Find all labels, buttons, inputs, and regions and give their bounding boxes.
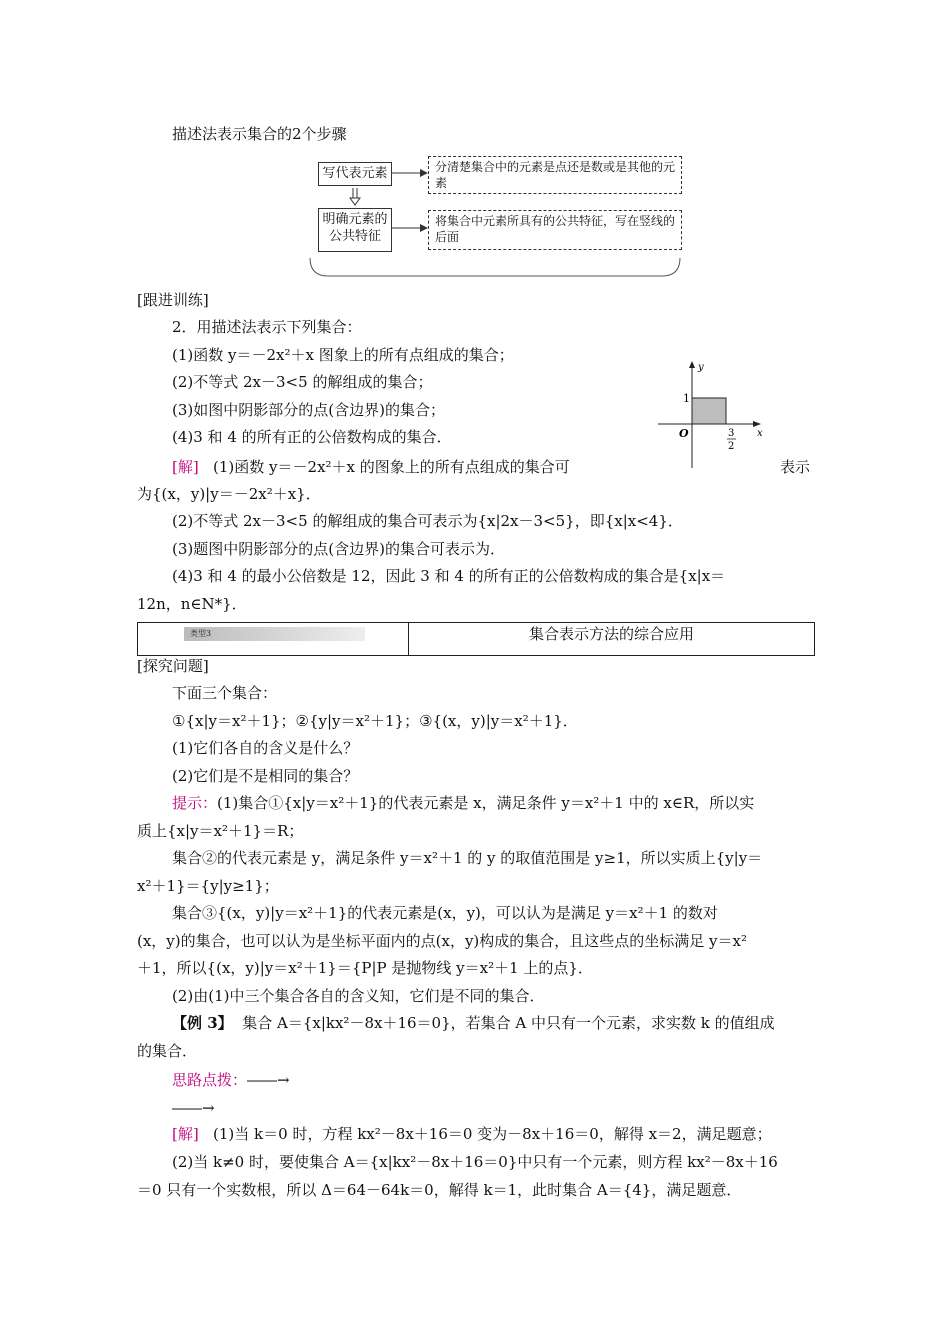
flow-arrow-right-2 (390, 220, 430, 236)
q2-item-2: (2)不等式 2x－3<5 的解组成的集合； (172, 373, 433, 391)
explore-q1: (1)它们各自的含义是什么？ (172, 739, 359, 757)
hint-1b: 质上{x|y＝x²＋1}＝R； (137, 822, 304, 840)
solution-3: (3)题图中阴影部分的点(含边界)的集合可表示为． (172, 540, 505, 558)
flow-step2-note (428, 210, 682, 250)
y-axis-arrow (689, 361, 695, 368)
q2-title: 2．用描述法表示下列集合： (172, 318, 362, 336)
hint-line-1 (172, 793, 754, 813)
example-a: 集合 A＝{x|kx²－8x＋16＝0}，若集合 A 中只有一个元素，求实数 k 的值组成 (242, 1014, 775, 1032)
example-b: 的集合． (137, 1042, 198, 1060)
type-header-table (137, 622, 815, 656)
type-tag: 类型3 (184, 627, 365, 641)
hint-3a: 集合③{(x，y)|y＝x²＋1}的代表元素是(x，y)，可以认为是满足 y＝x²＋1 的数对 (172, 904, 718, 922)
sol2-line-1 (172, 1124, 772, 1144)
explore-sets: ①{x|y＝x²＋1}；②{y|y＝x²＋1}；③{(x，y)|y＝x²＋1}． (172, 712, 578, 730)
origin-label: O (679, 427, 689, 440)
sol2-label: [解] (172, 1125, 199, 1143)
hint-3c: ＋1，所以{(x，y)|y＝x²＋1}＝{P|P 是抛物线 y＝x²＋1 上的点}． (137, 959, 593, 977)
solution-1c: 为{(x，y)|y＝－2x²＋x}． (137, 485, 321, 503)
q2-item-4: (4)3 和 4 的所有正的公倍数构成的集合． (172, 428, 452, 446)
x-axis-label: x (757, 428, 763, 439)
sol2-a: (1)当 k＝0 时，方程 kx²－8x＋16＝0 变为－8x＋16＝0，解得 x＝2，满足题意； (213, 1125, 772, 1143)
flow-step2-note-text: 将集合中元素所具有的公共特征，写在竖线的后面 (435, 214, 676, 244)
solution-1b: 表示 (780, 458, 811, 476)
solution-4a: (4)3 和 4 的最小公倍数是 12，因此 3 和 4 的所有正的公倍数构成的集合是{x|x＝ (172, 567, 726, 585)
solution-2: (2)不等式 2x－3<5 的解组成的集合可表示为{x|2x－3<5}，即{x|x<4}． (172, 512, 683, 530)
steps-title: 描述法表示集合的2个步骤 (172, 125, 347, 143)
y-axis-label: y (698, 362, 704, 373)
hint-2a: 集合②的代表元素是 y，满足条件 y＝x²＋1 的 y 的取值范围是 y≥1，所以实质上{y|y＝ (172, 849, 763, 867)
flow-step1-label: 写代表元素 (322, 166, 388, 181)
sol2-b: (2)当 k≠0 时，要使集合 A＝{x|kx²－8x＋16＝0}中只有一个元素，则方程 kx²－8x＋16 (172, 1153, 778, 1171)
hint-1a: (1)集合①{x|y＝x²＋1}的代表元素是 x，满足条件 y＝x²＋1 中的 x∈R，所以实 (217, 794, 755, 812)
sol2-c: ＝0 只有一个实数根，所以 Δ＝64－64k＝0，解得 k＝1，此时集合 A＝{4}，满足题意． (137, 1181, 742, 1199)
type-title: 集合表示方法的综合应用 (528, 625, 694, 643)
shaded-rect (692, 398, 726, 424)
flow-arrow-right-1 (390, 165, 430, 181)
hint-2b: x²＋1}＝{y|y≥1}； (137, 877, 279, 895)
explore-q2: (2)它们是不是相同的集合？ (172, 767, 359, 785)
solution-1a: (1)函数 y＝－2x²＋x 的图象上的所有点组成的集合可 (213, 458, 570, 476)
flow-step2-label: 明确元素的公共特征 (322, 212, 388, 244)
flow-step1-box (318, 162, 392, 186)
flow-brace (308, 256, 682, 282)
hint-label: 提示： (172, 794, 218, 812)
x-tick-numerator: 3 (728, 428, 735, 439)
q2-item-3: (3)如图中阴影部分的点(含边界)的集合； (172, 401, 445, 419)
type-tag-cell (138, 623, 409, 655)
flow-step1-note (428, 156, 682, 194)
flow-arrow-down (348, 188, 362, 206)
hint-3b: (x，y)的集合，也可以认为是坐标平面内的点(x，y)构成的集合，且这些点的坐标满足 y＝x² (137, 932, 747, 950)
training-label: [跟进训练] (137, 291, 209, 309)
solution-line-1 (172, 457, 570, 477)
example-label: 【例 3】 (172, 1014, 233, 1032)
explore-intro: 下面三个集合： (172, 684, 278, 702)
hint-4: (2)由(1)中三个集合各自的含义知，它们是不同的集合． (172, 987, 545, 1005)
shaded-region-graph (655, 358, 770, 473)
x-tick-denominator: 2 (728, 441, 735, 452)
flow-step1-note-text: 分清楚集合中的元素是点还是数或是其他的元素 (435, 160, 676, 190)
q2-item-1: (1)函数 y＝－2x²＋x 图象上的所有点组成的集合； (172, 346, 514, 364)
solution-label: [解] (172, 458, 199, 476)
flow-step2-box (318, 208, 392, 252)
thinking-label: 思路点拨： (172, 1071, 248, 1089)
thinking-line (172, 1070, 290, 1090)
solution-4b: 12n，n∈N*}． (137, 595, 247, 613)
example-line-1 (172, 1013, 775, 1033)
explore-label: [探究问题] (137, 657, 209, 675)
y-tick-label: 1 (683, 392, 690, 405)
x-axis-arrow (753, 421, 761, 427)
thinking-arrow-1: ――→ (247, 1071, 290, 1089)
thinking-arrow-2: ――→ (172, 1099, 215, 1117)
